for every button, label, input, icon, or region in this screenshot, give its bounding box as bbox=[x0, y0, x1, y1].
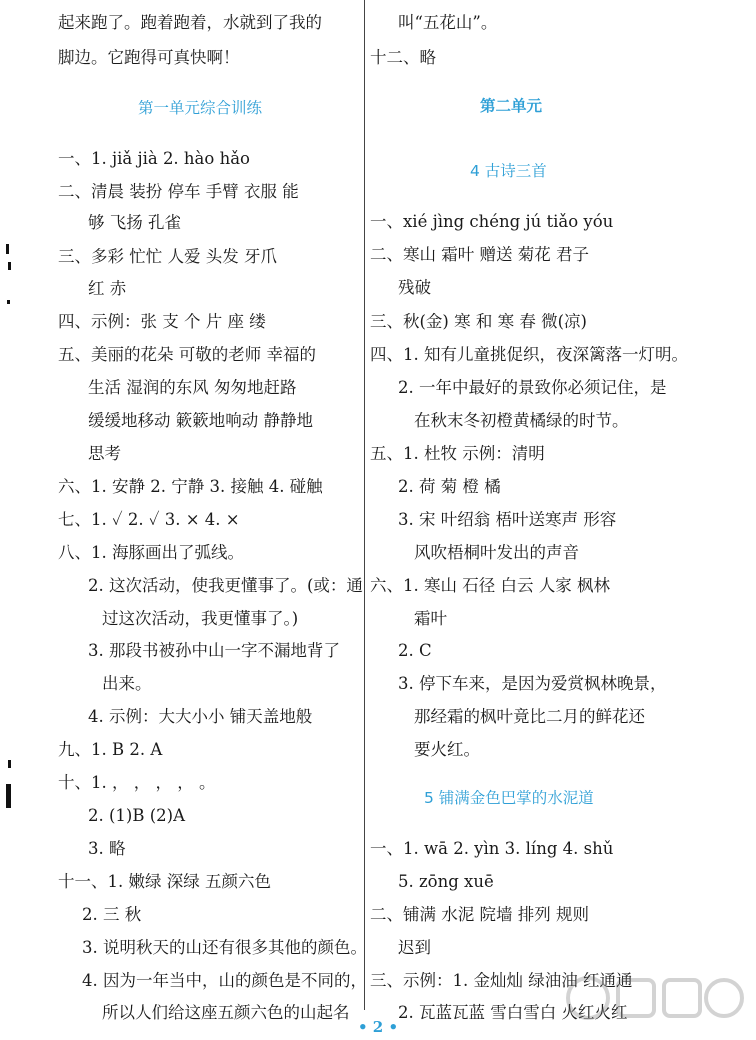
answer-line: 3. 略 bbox=[88, 839, 126, 858]
answer-line: 够 飞扬 孔雀 bbox=[88, 213, 181, 232]
answer-line: 3. 停下车来，是因为爱赏枫林晚景， bbox=[398, 674, 667, 693]
lesson-heading: 4 古诗三首 bbox=[470, 162, 547, 180]
answer-line: 一、xié jìng chéng jú tiǎo yóu bbox=[370, 212, 614, 231]
answer-line: 要火红。 bbox=[414, 740, 480, 759]
scan-mark bbox=[6, 784, 11, 808]
answer-line: 七、1. ✓ 2. ✓ 3. × 4. × bbox=[58, 510, 240, 529]
answer-line: 二、清晨 装扮 停车 手臂 衣服 能 bbox=[58, 182, 299, 201]
answer-line: 5. zōng xuē bbox=[398, 872, 494, 891]
answer-line: 三、多彩 忙忙 人爱 头发 牙爪 bbox=[58, 247, 277, 266]
answer-line: 出来。 bbox=[102, 674, 152, 693]
answer-line: 三、秋(金) 寒 和 寒 春 微(凉) bbox=[370, 312, 587, 331]
answer-line: 思考 bbox=[88, 444, 121, 463]
answer-line: 起来跑了。跑着跑着，水就到了我的 bbox=[58, 13, 322, 32]
lesson-heading: 5 铺满金色巴掌的水泥道 bbox=[424, 789, 594, 807]
answer-line: 二、寒山 霜叶 赠送 菊花 君子 bbox=[370, 245, 589, 264]
answer-line: 脚边。它跑得可真快啊！ bbox=[58, 48, 240, 67]
answer-line: 3. 那段书被孙中山一字不漏地背了 bbox=[88, 641, 340, 660]
answer-line: 八、1. 海豚画出了弧线。 bbox=[58, 543, 244, 562]
scan-mark bbox=[6, 244, 9, 254]
answer-line: 残破 bbox=[398, 278, 431, 297]
scan-mark bbox=[7, 300, 10, 304]
unit-heading: 第二单元 bbox=[480, 96, 543, 115]
answer-line: 缓缓地移动 簌簌地响动 静静地 bbox=[88, 411, 313, 430]
answer-line: 2. 荷 菊 橙 橘 bbox=[398, 477, 501, 496]
answer-line: 十二、略 bbox=[370, 48, 436, 67]
answer-line: 二、铺满 水泥 院墙 排列 规则 bbox=[370, 905, 589, 924]
answer-line: 2. 这次活动，使我更懂事了。(或：通 bbox=[88, 576, 363, 595]
answer-line: 六、1. 安静 2. 宁静 3. 接触 4. 碰触 bbox=[58, 477, 323, 496]
answer-line: 十、1. ， ， ， ， 。 bbox=[58, 773, 216, 792]
answer-line: 霜叶 bbox=[414, 609, 447, 628]
answer-line: 红 赤 bbox=[88, 279, 127, 298]
answer-line: 2. 一年中最好的景致你必须记住，是 bbox=[398, 378, 667, 397]
answer-line: 五、1. 杜牧 示例：清明 bbox=[370, 444, 545, 463]
answer-line: 2. 三 秋 bbox=[82, 905, 142, 924]
answer-line: 那经霜的枫叶竟比二月的鲜花还 bbox=[414, 707, 645, 726]
answer-line: 三、示例：1. 金灿灿 绿油油 红通通 bbox=[370, 971, 633, 990]
answer-line: 九、1. B 2. A bbox=[58, 740, 163, 759]
answer-line: 过这次活动，我更懂事了。) bbox=[102, 609, 299, 628]
answer-line: 风吹梧桐叶发出的声音 bbox=[414, 543, 579, 562]
scan-mark bbox=[8, 262, 11, 270]
watermark-logo bbox=[560, 974, 750, 1030]
scan-mark bbox=[8, 760, 11, 768]
answer-line: 在秋末冬初橙黄橘绿的时节。 bbox=[414, 411, 629, 430]
answer-line: 3. 说明秋天的山还有很多其他的颜色。 bbox=[82, 938, 367, 957]
answer-line: 4. 因为一年当中，山的颜色是不同的， bbox=[82, 971, 367, 990]
page-number: • 2 • bbox=[357, 1018, 399, 1036]
answer-line: 四、示例：张 支 个 片 座 缕 bbox=[58, 312, 266, 331]
answer-line: 十一、1. 嫩绿 深绿 五颜六色 bbox=[58, 872, 271, 891]
answer-line: 一、1. jiǎ jià 2. hào hǎo bbox=[58, 149, 250, 168]
answer-line: 所以人们给这座五颜六色的山起名 bbox=[102, 1003, 350, 1022]
answer-line: 迟到 bbox=[398, 938, 431, 957]
answer-line: 六、1. 寒山 石径 白云 人家 枫林 bbox=[370, 576, 610, 595]
answer-line: 2. (1)B (2)A bbox=[88, 806, 186, 825]
section-heading: 第一单元综合训练 bbox=[138, 99, 263, 117]
answer-line: 一、1. wā 2. yìn 3. líng 4. shǔ bbox=[370, 839, 614, 858]
answer-line: 五、美丽的花朵 可敬的老师 幸福的 bbox=[58, 345, 316, 364]
answer-line: 2. 瓦蓝瓦蓝 雪白雪白 火红火红 bbox=[398, 1003, 628, 1022]
answer-line: 2. C bbox=[398, 641, 432, 660]
answer-line: 生活 湿润的东风 匆匆地赶路 bbox=[88, 378, 297, 397]
column-divider bbox=[364, 0, 365, 1010]
answer-line: 四、1. 知有儿童挑促织，夜深篱落一灯明。 bbox=[370, 345, 688, 364]
answer-line: 4. 示例：大大小小 铺天盖地般 bbox=[88, 707, 313, 726]
watermark-icon bbox=[560, 974, 750, 1030]
answer-line: 叫“五花山”。 bbox=[398, 13, 498, 32]
answer-line: 3. 宋 叶绍翁 梧叶送寒声 形容 bbox=[398, 510, 617, 529]
